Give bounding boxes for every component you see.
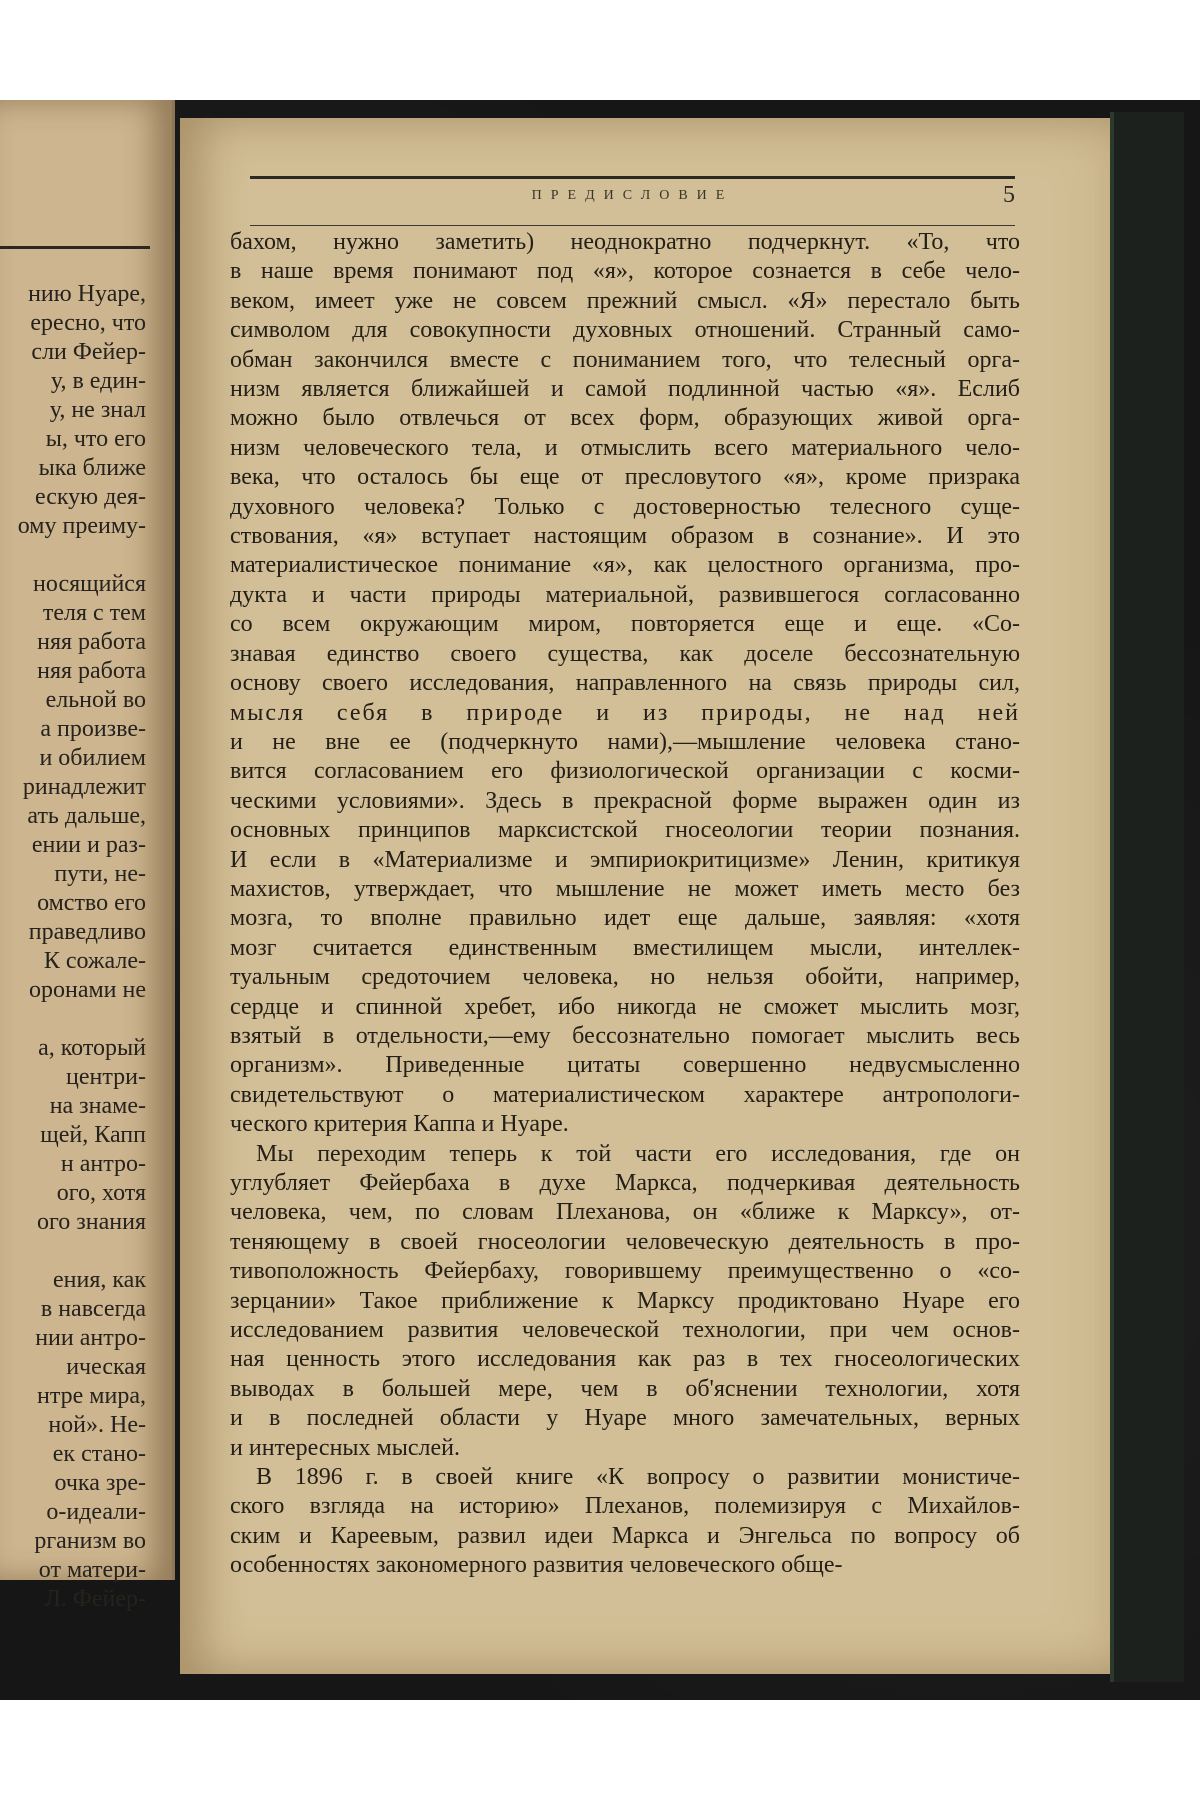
left-text-line: нтре мира, [37,1383,146,1409]
text-line: свидетельствуют о материалистическом характере антропологи- [230,1081,1020,1108]
text-line: человека, чем, по словам Плеханова, он «ближе к Марксу», от- [230,1199,1020,1226]
text-line: И если в «Материализме и эмпириокритицизме» Ленин, критикуя [230,846,1020,873]
text-line: вится согласованием его физиологической организации с косми- [230,758,1020,785]
left-text-line: теля с тем [42,600,146,626]
text-line: и не вне ее (подчеркнуто нами),—мышление человека стано- [230,728,1020,755]
left-text-line: ельной во [45,687,146,713]
page-header [250,176,1015,226]
left-text-line: ринадлежит [22,774,146,800]
left-text-line: н антро- [60,1151,146,1177]
book-photo [0,100,1200,1700]
text-line: сердце и спинной хребет, ибо никогда не сможет мыслить мозг, [230,993,1020,1020]
text-line: духовного человека? Только с достоверностью телесного суще- [230,493,1020,520]
left-text-line: Л. Фейер- [44,1586,146,1612]
text-line: зерцании» Такое приближение к Марксу продиктовано Нуаре его [230,1287,1020,1314]
paragraph-gap [0,1237,146,1266]
left-text-line: ескую дея- [34,484,146,510]
left-text-line: няя работа [37,629,146,655]
text-line: в наше время понимают под «я», которое сознается в себе чело- [230,258,1020,285]
left-text-line: няя работа [37,658,146,684]
left-text-line: а, который [38,1035,146,1061]
left-text-line: на знаме- [49,1093,146,1119]
text-line: низм является ближайшей и самой подлинной частью «я». Еслиб [230,376,1020,403]
text-line: мозга, то вполне правильно идет еще дальше, заявляя: «хотя [230,905,1020,932]
text-line: обман закончился вместе с пониманием того, что телесный орга- [230,346,1020,373]
text-line: ная ценность этого исследования как раз в тех гносеологических [230,1346,1020,1373]
left-text-line: о-идеали- [46,1499,146,1525]
text-line: знавая единство своего существа, как доселе бессознательную [230,640,1020,667]
text-line: взятый в отдельности,—ему бессознательно помогает мыслить весь [230,1022,1020,1049]
text-line: ческого критерия Каппа и Нуаре. [230,1111,569,1138]
left-text-line: носящийся [33,571,146,597]
left-text-line: сли Фейер- [31,339,146,365]
left-text-line: ать дальше, [27,803,146,829]
left-text-line: в навсегда [40,1296,146,1322]
paragraph-gap [0,541,146,570]
text-line: мысля себя в природе и из природы, не над ней [230,699,1020,726]
text-line: теняющему в своей гносеологии человеческую деятельность в про- [230,1228,1020,1255]
header-rule-top [250,176,1015,179]
left-text-line: у, не знал [49,397,146,423]
left-text-line: ическая [66,1354,146,1380]
text-line: и интересных мыслей. [230,1434,460,1461]
text-line: символом для совокупности духовных отношений. Странный само- [230,317,1020,344]
running-title: ПРЕДИСЛОВИЕ [531,188,734,203]
text-line: исследованием развития человеческой технологии, при чем основ- [230,1317,1020,1344]
left-page-text [0,280,146,1614]
left-text-line: ении и раз- [31,832,146,858]
left-text-line: ересно, что [30,310,146,336]
text-line: тивоположность Фейербаху, говорившему преимущественно о «со- [230,1258,1020,1285]
page-body-text [230,228,1020,1581]
left-text-line: омство его [37,890,146,916]
left-text-line: ыка ближе [38,455,146,481]
left-text-line: и обилием [39,745,146,771]
text-line: туальным средоточием человека, но нельзя обойти, например, [230,964,1020,991]
text-line: мозг считается единственным вместилищем мысли, интеллек- [230,934,1020,961]
left-text-line: ек стано- [52,1441,146,1467]
text-line: углубляет Фейербаха в духе Маркса, подчеркивая деятельность [230,1170,1020,1196]
left-text-line: ого знания [37,1209,146,1235]
text-line: ческими условиями». Здесь в прекрасной форме выражен один из [230,787,1020,814]
text-line: ствования, «я» вступает настоящим образом в сознание». И это [230,523,1020,550]
left-text-line: нию Нуаре, [28,281,146,307]
left-text-line: а произве- [40,716,146,742]
text-line: низм человеческого тела, и отмыслить всего материального чело- [230,434,1020,461]
left-text-line: ому преиму- [17,513,146,539]
text-line: веком, имеет уже не совсем прежний смысл. «Я» перестало быть [230,287,1020,314]
left-text-line: К сожале- [43,948,146,974]
text-line: особенностях закономерного развития человеческого обще- [230,1552,843,1579]
left-text-line: нии антро- [35,1325,146,1351]
text-line: материалистическое понимание «я», как целостного организма, про- [230,552,1020,579]
book-cover-edge [1110,112,1184,1682]
text-line: дукта и части природы материальной, развившегося согласованно [230,581,1020,608]
left-text-line: щей, Капп [40,1122,146,1148]
text-line: со всем окружающим миром, повторяется еще и еще. «Со- [230,611,1020,638]
text-line: можно было отвлечься от всех форм, образующих живой орга- [230,405,1020,432]
left-text-line: ной». Не- [48,1412,146,1438]
header-rule-bottom [250,225,1015,226]
paragraph-gap [0,1005,146,1034]
text-line: бахом, нужно заметить) неоднократно подчеркнут. «То, что [230,229,1020,255]
left-text-line: рганизм во [34,1528,146,1554]
text-line: ского взгляда на историю» Плеханов, полемизируя с Михайлов- [230,1493,1020,1520]
text-line: основных принципов марксистской гносеологии теории познания. [230,817,1020,844]
left-text-line: очка зре- [54,1470,146,1496]
text-line: и в последней области у Нуаре много замечательных, верных [230,1405,1020,1432]
text-line: выводах в большей мере, чем в об'яснении технологии, хотя [230,1375,1020,1402]
right-page [180,118,1110,1674]
left-text-line: ого, хотя [56,1180,146,1206]
left-page-fragment [0,100,175,1612]
text-line: Мы переходим теперь к той части его исследования, где он [256,1140,1020,1167]
left-page-header-rule [0,246,150,249]
text-line: ским и Кареевым, развил идеи Маркса и Энгельса по вопросу об [230,1522,1020,1549]
text-line: организм». Приведенные цитаты совершенно недвусмысленно [230,1052,1020,1079]
text-line: махистов, утверждает, что мышление не может иметь место без [230,875,1020,902]
left-text-line: оронами не [28,977,146,1003]
left-text-line: от матери- [38,1557,146,1583]
left-text-line: у, в един- [50,368,146,394]
page-number: 5 [1003,182,1015,208]
left-text-line: ы, что его [45,426,146,452]
text-line: В 1896 г. в своей книге «К вопросу о развитии монистиче- [256,1464,1020,1491]
text-line: века, что осталось бы еще от пресловутого «я», кроме призрака [230,464,1020,491]
left-text-line: пути, не- [54,861,146,887]
left-text-line: центри- [66,1064,146,1090]
left-text-line: праведливо [28,919,146,945]
text-line: основу своего исследования, направленного на связь природы сил, [230,670,1020,697]
left-text-line: ения, как [53,1267,146,1293]
